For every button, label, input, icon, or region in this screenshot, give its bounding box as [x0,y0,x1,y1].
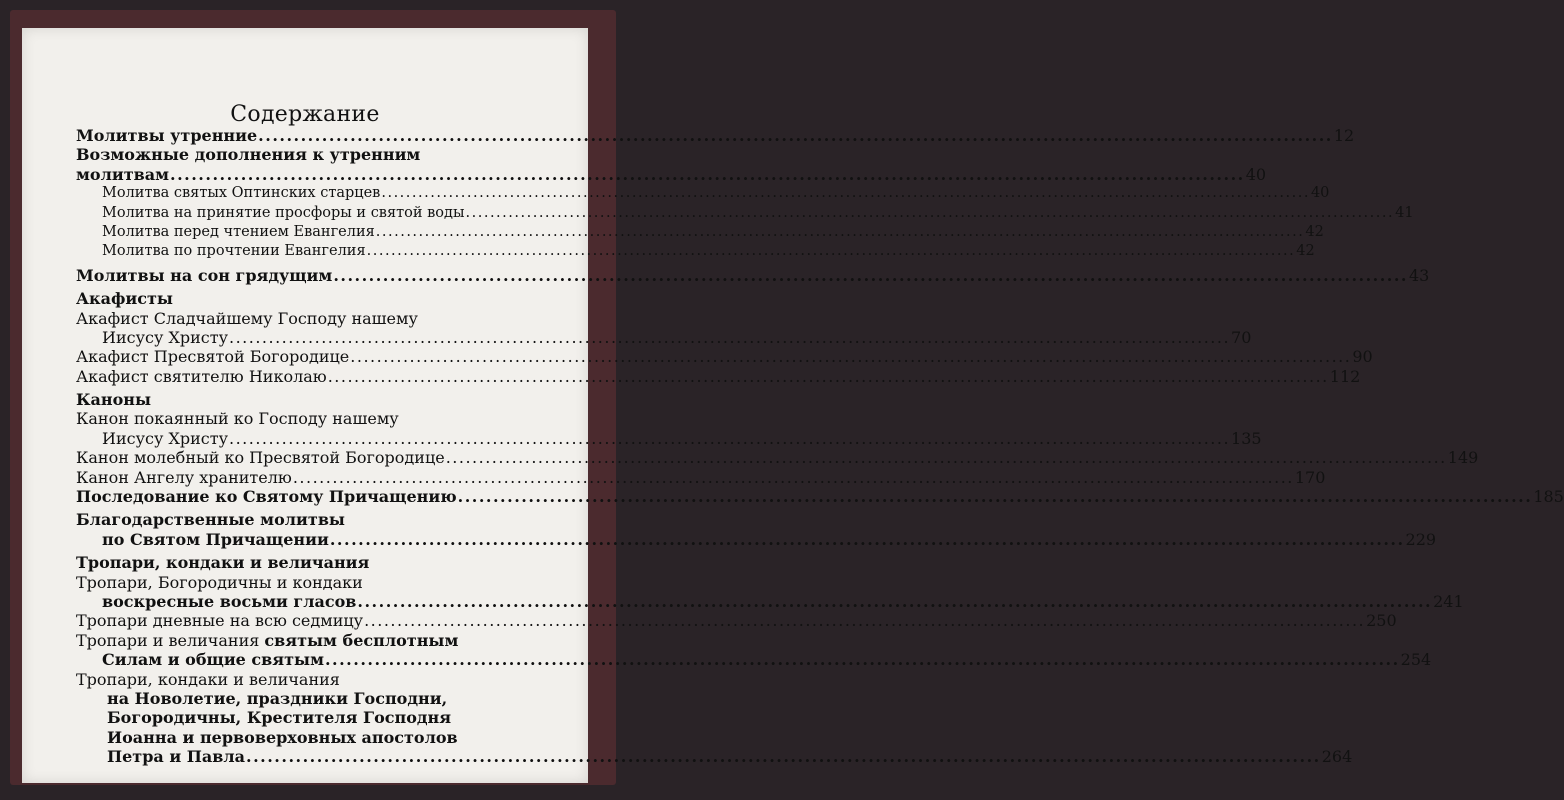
toc-entry-title: Тропари и величания [76,630,265,650]
toc-entry-page: 70 [1231,327,1252,347]
toc-entry [76,409,532,428]
toc-entry-page: 43 [1409,265,1430,285]
toc-entry-page: 170 [1294,467,1326,487]
toc-entry [76,309,532,328]
toc-entry-title: Силам и общие святым [102,650,324,670]
toc-entry-title: Акафист Сладчайшему Господу нашему [76,308,418,328]
toc-entry-title: Иисусу Христу [102,428,228,448]
toc-entry-title: Тропари, кондаки и величания [76,553,370,573]
toc-section-heading [76,289,532,308]
toc-entry [76,467,1326,487]
toc-entry-title: воскресные восьми гласов [102,591,357,611]
toc-entry [76,510,532,529]
toc-entry-title: Возможные дополнения к утренним [76,145,421,165]
toc-entry [76,728,532,747]
toc-entry-title: Каноны [76,390,152,410]
toc-entry [76,689,532,708]
toc-entry [76,204,1414,223]
toc-section-heading [76,390,532,409]
toc-entry-title: Молитвы утренние [76,126,258,145]
toc-entry [76,708,532,727]
toc-entry [76,611,1397,631]
toc-section-heading [76,553,532,572]
toc-entry [76,631,532,650]
toc-entry-title-bold: святым бесплотным [264,630,459,650]
toc-entry-page: 135 [1231,428,1262,448]
toc-entry-title: Иисусу Христу [102,327,228,347]
toc-entry-title: Акафист Пресвятой Богородице [76,347,350,367]
toc-entry-page: 42 [1296,243,1315,260]
toc-entry [76,448,1479,468]
toc-entry-title: Канон Ангелу хранителю [76,467,292,487]
toc-entry-title: Канон покаянный ко Господу нашему [76,409,399,429]
toc-entry-title: Тропари, кондаки и величания [76,669,340,689]
table-of-contents [76,126,1564,767]
toc-entry-title: Молитвы на сон грядущим [76,265,333,285]
page-title: Содержание [230,102,380,127]
toc-entry-title: Богородичны, Крестителя Господня [107,708,452,728]
toc-entry [76,184,1330,203]
toc-entry-title: Иоанна и первоверховных апостолов [107,727,458,747]
toc-entry-page: 41 [1395,204,1414,221]
toc-entry-page: 112 [1329,366,1361,386]
toc-entry-title: молитвам [76,164,170,184]
toc-entry-title: Молитва на принятие просфоры и святой воды [102,204,465,221]
toc-entry [76,747,1353,767]
toc-entry [76,145,532,164]
toc-entry-page: 40 [1310,185,1330,202]
toc-entry [76,529,1437,549]
toc-entry [76,428,1262,448]
toc-entry-page: 149 [1447,448,1479,468]
toc-entry [76,265,1430,285]
toc-entry-page: 264 [1321,747,1353,767]
toc-entry-page: 90 [1352,347,1373,367]
toc-entry-title: по Святом Причащении [102,529,329,549]
toc-entry [76,223,1324,242]
toc-entry-title: Канон молебный ко Пресвятой Богородице [76,448,445,468]
toc-entry-title: Молитва перед чтением Евангелия [102,223,375,240]
toc-entry-title: Тропари дневные на всю седмицу [76,611,364,631]
toc-entry-title: Акафист святителю Николаю [76,366,327,386]
toc-entry-title: Благодарственные молитвы [76,510,345,530]
toc-entry-title: Акафисты [76,289,173,309]
toc-entry [76,126,1355,145]
toc-entry [76,591,1464,611]
toc-entry [76,670,532,689]
toc-entry-title: Петра и Павла [107,747,246,767]
toc-entry [76,650,1432,670]
toc-entry-page: 250 [1366,611,1397,631]
toc-entry [76,573,532,592]
toc-entry-page: 12 [1333,126,1355,145]
toc-entry-page: 229 [1405,529,1437,549]
toc-entry [76,327,1252,347]
toc-entry [76,347,1373,367]
toc-entry [76,242,1315,261]
toc-entry-title: Тропари, Богородичны и кондаки [76,572,363,592]
toc-entry-title: Молитва по прочтении Евангелия [102,243,366,260]
toc-entry-page: 185 [1533,487,1564,507]
toc-entry-title: Последование ко Святому Причащению [76,487,457,507]
toc-entry-title: на Новолетие, праздники Господни, [107,688,448,708]
toc-entry [76,366,1361,386]
toc-entry [76,164,1267,184]
book-page [22,28,1564,783]
toc-entry-page: 241 [1433,591,1464,611]
toc-entry-page: 254 [1400,650,1432,670]
toc-entry [76,487,1564,507]
toc-entry-page: 42 [1305,223,1324,240]
toc-entry-page: 40 [1245,164,1267,184]
toc-entry-title: Молитва святых Оптинских старцев [102,185,381,202]
